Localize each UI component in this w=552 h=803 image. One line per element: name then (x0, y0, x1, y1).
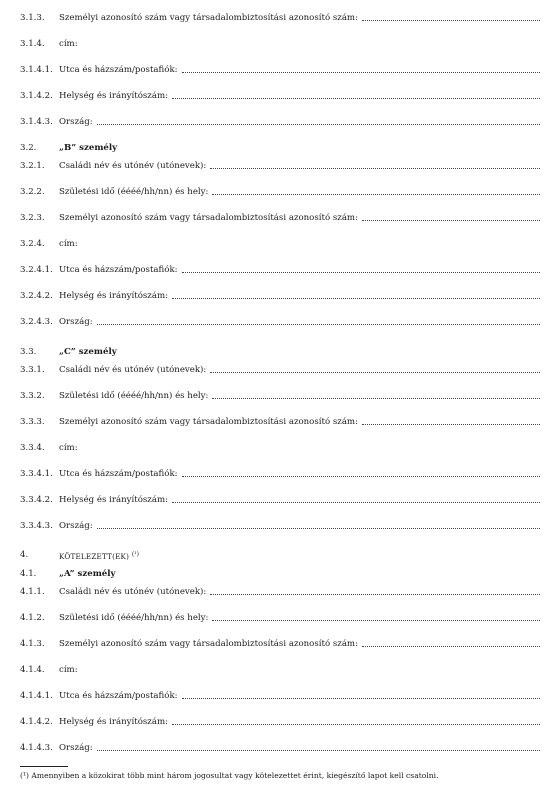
form-row (20, 63, 540, 77)
row-number: 3.1.3. (20, 13, 45, 23)
row-number: 4. (20, 550, 29, 560)
form-row (20, 415, 540, 429)
field-label (59, 115, 93, 129)
footnote-reference: (¹) (131, 551, 139, 558)
row-number: 4.1. (20, 569, 37, 579)
footnote-marker: (¹) (20, 771, 29, 780)
fill-in-line[interactable] (182, 476, 540, 477)
row-number: 3.3.4.3. (20, 521, 53, 531)
field-label (59, 89, 168, 103)
label-text: Utca és házszám/postafiók: (59, 691, 178, 701)
row-number: 3.1.4.3. (20, 117, 53, 127)
section-heading (59, 141, 117, 155)
fill-in-line[interactable] (210, 372, 540, 373)
fill-in-line[interactable] (172, 298, 540, 299)
label-text: Személyi azonosító szám vagy társadalombiztosítási azonosító szám: (59, 417, 358, 427)
form-row (20, 185, 540, 199)
label-text: cím: (59, 443, 78, 453)
field-label (59, 493, 168, 507)
form-row (20, 493, 540, 507)
fill-in-line[interactable] (182, 698, 540, 699)
field-label (59, 637, 358, 651)
row-number: 3.3.4.2. (20, 495, 53, 505)
row-number: 4.1.4.1. (20, 691, 53, 701)
form-row (20, 548, 540, 562)
field-label (59, 11, 358, 25)
field-label (59, 441, 78, 455)
section-heading (59, 345, 117, 359)
form-row (20, 363, 540, 377)
fill-in-line[interactable] (212, 194, 540, 195)
label-text: KÖTELEZETT(EK) (59, 552, 130, 561)
row-number: 3.3.3. (20, 417, 45, 427)
form-row (20, 567, 540, 581)
field-label (59, 263, 178, 277)
form-row (20, 611, 540, 625)
label-text: Helység és irányítószám: (59, 717, 168, 727)
fill-in-line[interactable] (182, 272, 540, 273)
field-label (59, 611, 208, 625)
field-label (59, 585, 206, 599)
fill-in-line[interactable] (97, 528, 540, 529)
field-label (59, 289, 168, 303)
label-text: Személyi azonosító szám vagy társadalombiztosítási azonosító szám: (59, 213, 358, 223)
form-row (20, 519, 540, 533)
row-number: 4.1.1. (20, 587, 45, 597)
field-label (59, 315, 93, 329)
row-number: 3.2.4.3. (20, 317, 53, 327)
label-text: Helység és irányítószám: (59, 495, 168, 505)
row-number: 4.1.4.3. (20, 743, 53, 753)
fill-in-line[interactable] (362, 646, 540, 647)
field-label (59, 211, 358, 225)
form-row (20, 11, 540, 25)
form-row (20, 637, 540, 651)
fill-in-line[interactable] (210, 168, 540, 169)
form-row (20, 211, 540, 225)
label-text: Születési idő (éééé/hh/nn) és hely: (59, 613, 209, 623)
label-text: Ország: (59, 521, 93, 531)
row-number: 3.2. (20, 143, 37, 153)
field-label (59, 415, 358, 429)
field-label (59, 715, 168, 729)
label-text: Helység és irányítószám: (59, 291, 168, 301)
fill-in-line[interactable] (172, 724, 540, 725)
fill-in-line[interactable] (172, 98, 540, 99)
field-label (59, 519, 93, 533)
field-label (59, 741, 93, 755)
label-text: „A” személy (59, 569, 116, 579)
fill-in-line[interactable] (172, 502, 540, 503)
label-text: Helység és irányítószám: (59, 91, 168, 101)
label-text: Ország: (59, 743, 93, 753)
label-text: Születési idő (éééé/hh/nn) és hely: (59, 391, 209, 401)
fill-in-line[interactable] (362, 424, 540, 425)
fill-in-line[interactable] (182, 72, 540, 73)
form-row (20, 263, 540, 277)
field-label (59, 389, 208, 403)
row-number: 3.3.1. (20, 365, 45, 375)
fill-in-line[interactable] (212, 620, 540, 621)
fill-in-line[interactable] (210, 594, 540, 595)
label-text: cím: (59, 665, 78, 675)
label-text: cím: (59, 39, 78, 49)
field-label (59, 663, 78, 677)
row-number: 3.2.4.2. (20, 291, 53, 301)
form-row (20, 89, 540, 103)
field-label (59, 185, 208, 199)
form-row (20, 689, 540, 703)
form-row (20, 741, 540, 755)
label-text: Családi név és utónév (utónevek): (59, 587, 207, 597)
fill-in-line[interactable] (97, 124, 540, 125)
field-label (59, 63, 178, 77)
form-row (20, 141, 540, 155)
fill-in-line[interactable] (97, 324, 540, 325)
label-text: Születési idő (éééé/hh/nn) és hely: (59, 187, 209, 197)
label-text: Utca és házszám/postafiók: (59, 65, 178, 75)
row-number: 3.1.4.1. (20, 65, 53, 75)
label-text: Személyi azonosító szám vagy társadalombiztosítási azonosító szám: (59, 13, 358, 23)
field-label (59, 37, 78, 51)
label-text: „C” személy (59, 347, 117, 357)
field-label (59, 159, 206, 173)
label-text: „B” személy (59, 143, 118, 153)
row-number: 3.3. (20, 347, 37, 357)
row-number: 4.1.4. (20, 665, 45, 675)
field-label (59, 363, 206, 377)
form-row (20, 289, 540, 303)
form-row (20, 663, 540, 677)
row-number: 3.2.1. (20, 161, 45, 171)
form-row (20, 159, 540, 173)
fill-in-line[interactable] (362, 220, 540, 221)
row-number: 3.1.4. (20, 39, 45, 49)
fill-in-line[interactable] (212, 398, 540, 399)
section-heading (59, 567, 116, 581)
label-text: Ország: (59, 317, 93, 327)
field-label (59, 689, 178, 703)
row-number: 3.3.4.1. (20, 469, 53, 479)
row-number: 4.1.2. (20, 613, 45, 623)
row-number: 3.3.4. (20, 443, 45, 453)
label-text: Ország: (59, 117, 93, 127)
row-number: 3.2.2. (20, 187, 45, 197)
row-number: 3.1.4.2. (20, 91, 53, 101)
fill-in-line[interactable] (362, 20, 540, 21)
label-text: Utca és házszám/postafiók: (59, 265, 178, 275)
row-number: 3.2.4.1. (20, 265, 53, 275)
footnote-rule (20, 766, 68, 767)
label-text: Utca és házszám/postafiók: (59, 469, 178, 479)
footnote (20, 770, 439, 782)
form-row (20, 441, 540, 455)
form-row (20, 585, 540, 599)
form-row (20, 467, 540, 481)
field-label (59, 548, 139, 564)
label-text: cím: (59, 239, 78, 249)
form-row (20, 37, 540, 51)
label-text: Családi név és utónév (utónevek): (59, 161, 207, 171)
form-row (20, 715, 540, 729)
row-number: 3.3.2. (20, 391, 45, 401)
label-text: Családi név és utónév (utónevek): (59, 365, 207, 375)
field-label (59, 237, 78, 251)
form-row (20, 345, 540, 359)
row-number: 4.1.3. (20, 639, 45, 649)
row-number: 3.2.3. (20, 213, 45, 223)
form-row (20, 115, 540, 129)
fill-in-line[interactable] (97, 750, 540, 751)
form-row (20, 315, 540, 329)
row-number: 4.1.4.2. (20, 717, 53, 727)
form-row (20, 389, 540, 403)
field-label (59, 467, 178, 481)
form-row (20, 237, 540, 251)
footnote-text: Amennyiben a közokirat több mint három jogosultat vagy kötelezettet érint, kiegészítő lapot kell csatolni. (31, 771, 439, 780)
label-text: Személyi azonosító szám vagy társadalombiztosítási azonosító szám: (59, 639, 358, 649)
row-number: 3.2.4. (20, 239, 45, 249)
